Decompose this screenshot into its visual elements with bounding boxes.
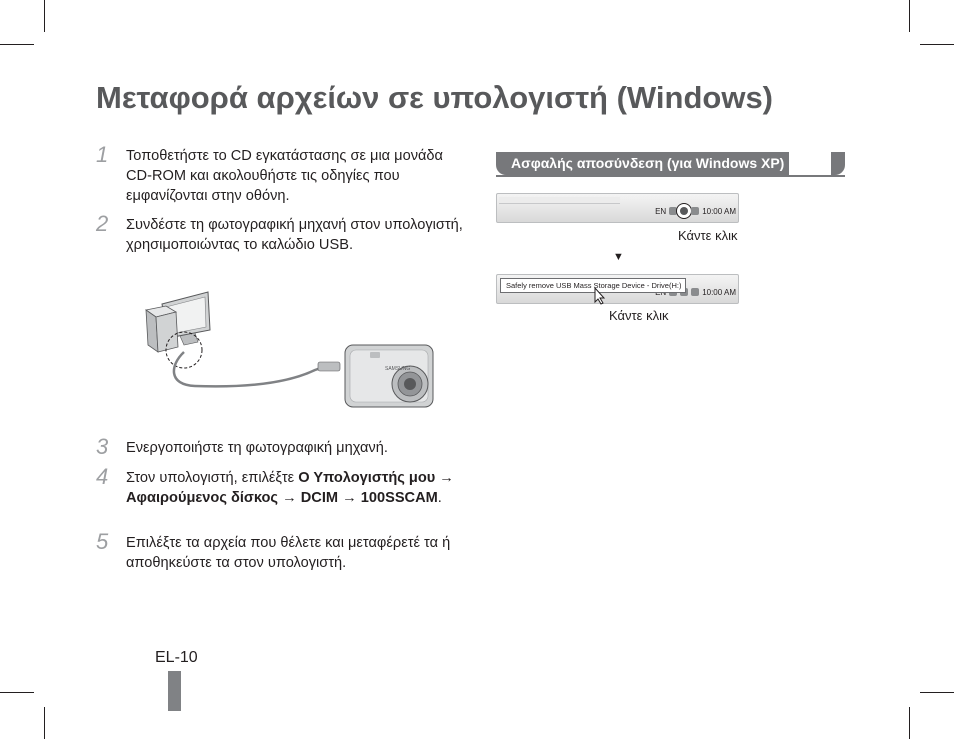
camera-brand: SAMSUNG xyxy=(385,366,411,372)
step-number: 1 xyxy=(96,142,109,167)
section-heading: Ασφαλής αποσύνδεση (για Windows XP) xyxy=(496,152,789,175)
crop-mark xyxy=(909,0,910,32)
step-3 xyxy=(96,434,466,459)
crop-mark xyxy=(0,44,34,45)
safely-remove-hardware-icon[interactable] xyxy=(680,207,688,215)
step-text: Επιλέξτε τα αρχεία που θέλετε και μεταφέρετέ τα ή αποθηκεύστε τα στον υπολογιστή. xyxy=(126,535,451,571)
taskbar-1 xyxy=(496,193,739,223)
system-tray xyxy=(655,204,736,218)
arrow-down-icon: ▼ xyxy=(613,251,624,263)
step-text: Στον υπολογιστή, επιλέξτε Ο Υπολογιστής μου → Αφαιρούμενος δίσκος → DCIM → 100SSCAM. xyxy=(126,470,454,506)
clock: 10:00 AM xyxy=(702,287,736,297)
step-4 xyxy=(96,464,466,508)
tray-icon xyxy=(669,207,677,215)
crop-mark xyxy=(920,692,954,693)
step-number: 3 xyxy=(96,434,109,459)
clock: 10:00 AM xyxy=(702,206,736,216)
step-1 xyxy=(96,142,466,206)
page-title: Μεταφορά αρχείων σε υπολογιστή (Windows) xyxy=(96,80,774,115)
section-tab-rule xyxy=(496,175,845,177)
section-tab-edge xyxy=(831,152,845,175)
crop-mark xyxy=(920,44,954,45)
step-number: 2 xyxy=(96,211,109,236)
step-text: Τοποθετήστε το CD εγκατάστασης σε μια μονάδα CD-ROM και ακολουθήστε τις οδηγίες που εμφανίζονται στην οθόνη. xyxy=(126,148,443,204)
step-number: 4 xyxy=(96,464,109,489)
crop-mark xyxy=(909,707,910,739)
crop-mark xyxy=(44,707,45,739)
page-number: EL-10 xyxy=(155,649,198,666)
safely-remove-popup[interactable]: Safely remove USB Mass Storage Device - Drive(H:) xyxy=(500,278,686,293)
click-instruction: Κάντε κλικ xyxy=(609,308,669,323)
mouse-cursor-icon xyxy=(594,287,606,305)
step-text: Συνδέστε τη φωτογραφική μηχανή στον υπολογιστή, χρησιμοποιώντας το καλώδιο USB. xyxy=(126,217,463,253)
crop-mark xyxy=(44,0,45,32)
step-2 xyxy=(96,211,466,255)
taskbar-strip xyxy=(499,197,620,204)
section-heading-tab xyxy=(496,152,845,177)
tray-icon xyxy=(691,288,699,296)
step-number: 5 xyxy=(96,529,109,554)
tray-icon xyxy=(691,207,699,215)
step-text: Ενεργοποιήστε τη φωτογραφική μηχανή. xyxy=(126,440,388,456)
crop-mark xyxy=(0,692,34,693)
language-indicator: EN xyxy=(655,206,667,216)
step-5 xyxy=(96,529,466,573)
click-instruction: Κάντε κλικ xyxy=(678,228,738,243)
camera-computer-usb-illustration xyxy=(140,290,440,415)
page-side-bar xyxy=(168,671,181,711)
